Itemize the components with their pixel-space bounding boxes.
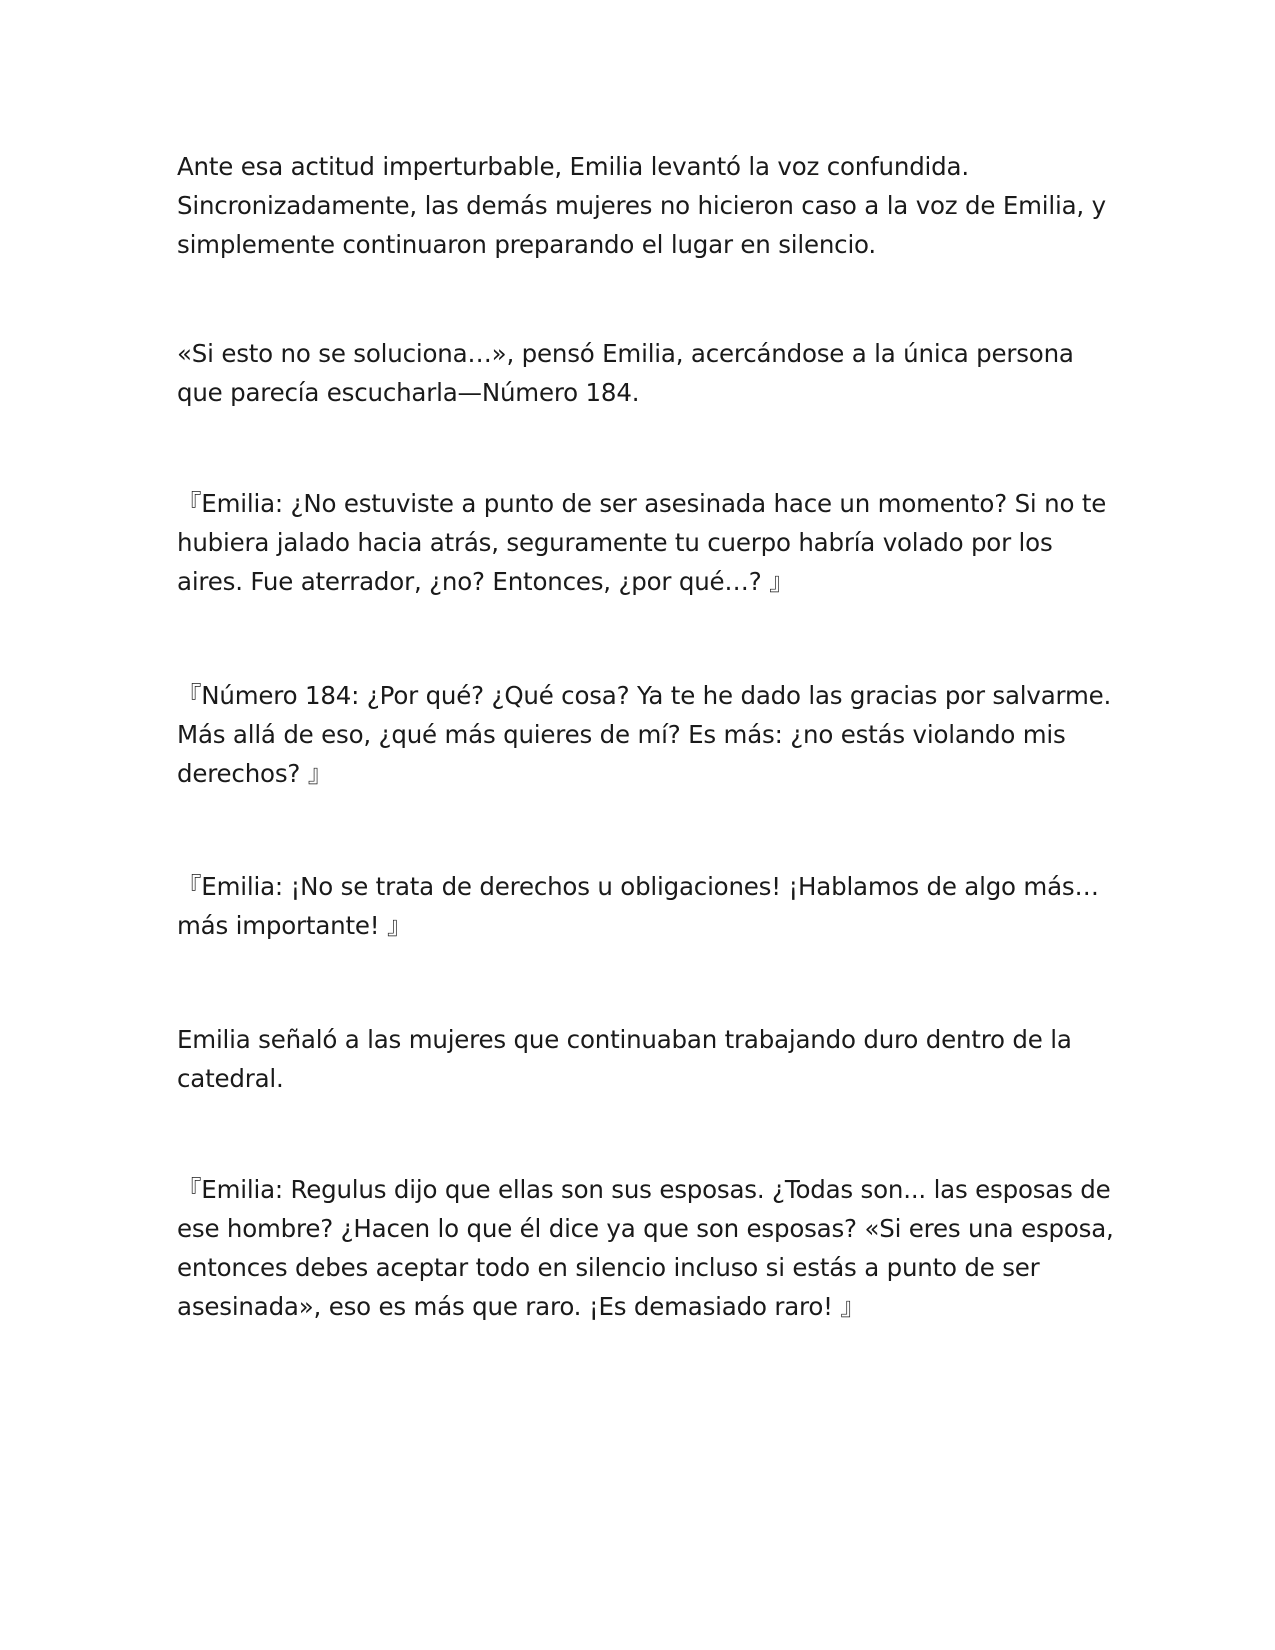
dialogue-numero-184: 『Número 184: ¿Por qué? ¿Qué cosa? Ya te he dado las gracias por salvarme. Más allá de eso, ¿qué más quieres de mí? Es más: ¿no estás violando mis derechos? 』: [177, 681, 1112, 788]
dialogue-emilia-3: 『Emilia: Regulus dijo que ellas son sus esposas. ¿Todas son... las esposas de ese hombre? ¿Hacen lo que él dice ya que son esposas? «Si eres una esposa, entonces debes aceptar todo en silencio incluso si estás a punto de ser asesinada», eso es más que raro. ¡Es demasiado raro! 』: [177, 1175, 1114, 1321]
narration-paragraph-2: Emilia señaló a las mujeres que continuaban trabajando duro dentro de la catedral.: [177, 1025, 1072, 1093]
thought-paragraph: «Si esto no se soluciona…», pensó Emilia, acercándose a la única persona que parecía escucharla—Número 184.: [177, 339, 1074, 407]
dialogue-emilia-1: 『Emilia: ¿No estuviste a punto de ser asesinada hace un momento? Si no te hubiera jalado hacia atrás, seguramente tu cuerpo habría volado por los aires. Fue aterrador, ¿no? Entonces, ¿por qué…? 』: [177, 489, 1107, 596]
narration-paragraph: Ante esa actitud imperturbable, Emilia levantó la voz confundida. Sincronizadamente, las demás mujeres no hicieron caso a la voz de Emilia, y simplemente continuaron preparando el lugar en silencio.: [177, 152, 1106, 259]
dialogue-emilia-2: 『Emilia: ¡No se trata de derechos u obligaciones! ¡Hablamos de algo más… más importante! 』: [177, 872, 1099, 940]
